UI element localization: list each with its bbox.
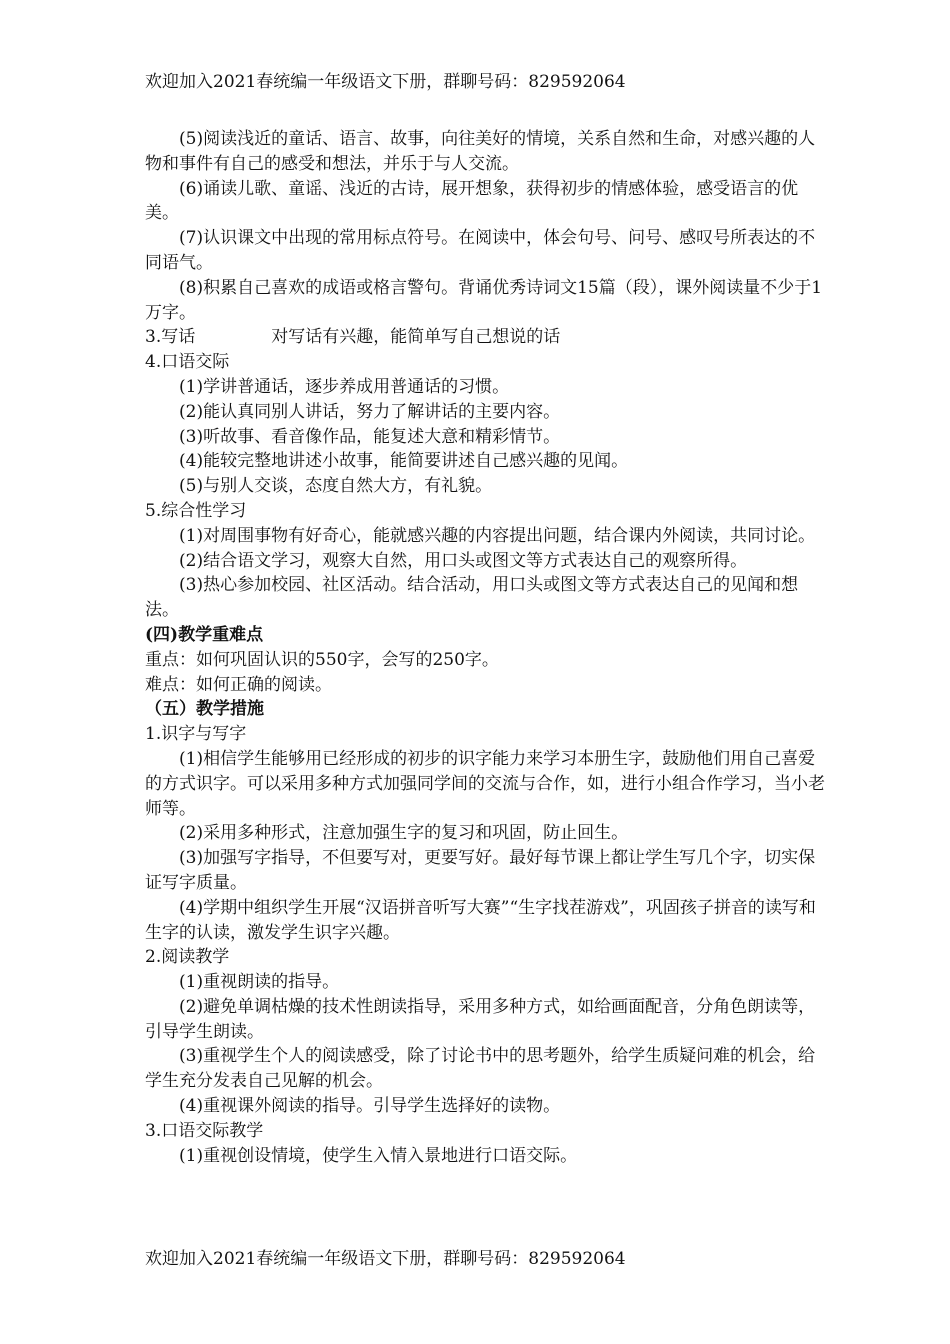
paragraph: (3)加强写字指导，不但要写对，更要写好。最好每节课上都让学生写几个字，切实保证写字质量。 <box>145 848 816 893</box>
paragraph: 难点：如何正确的阅读。 <box>145 674 332 695</box>
paragraph: (4)重视课外阅读的指导。引导学生选择好的读物。 <box>179 1096 561 1117</box>
section-heading: 4.口语交际 <box>145 352 230 373</box>
page-header: 欢迎加入2021春统编一年级语文下册，群聊号码：829592064 <box>145 72 626 92</box>
paragraph: (1)重视创设情境，使学生入情入景地进行口语交际。 <box>179 1145 578 1166</box>
paragraph: (7)认识课文中出现的常用标点符号。在阅读中，体会句号、问号、感叹号所表达的不同语气。 <box>145 228 816 273</box>
paragraph: (3)热心参加校园、社区活动。结合活动，用口头或图文等方式表达自己的见闻和想法。 <box>145 575 799 621</box>
paragraph: (1)对周围事物有好奇心，能就感兴趣的内容提出问题，结合课内外阅读，共同讨论。 <box>179 525 816 546</box>
section-heading: 2.阅读教学 <box>145 947 230 968</box>
paragraph: (2)采用多种形式，注意加强生字的复习和巩固，防止回生。 <box>179 823 629 844</box>
paragraph: (1)学讲普通话，逐步养成用普通话的习惯。 <box>179 376 510 397</box>
paragraph: (8)积累自己喜欢的成语或格言警句。背诵优秀诗词文15篇（段），课外阅读量不少于1万字。 <box>145 277 823 323</box>
paragraph: (3)听故事、看音像作品，能复述大意和精彩情节。 <box>179 426 561 447</box>
paragraph: 重点：如何巩固认识的550字，会写的250字。 <box>145 649 499 670</box>
paragraph: (4)能较完整地讲述小故事，能简要讲述自己感兴趣的见闻。 <box>179 451 629 472</box>
paragraph: (3)重视学生个人的阅读感受，除了讨论书中的思考题外，给学生质疑问难的机会，给学生充分发表自己见解的机会。 <box>145 1046 816 1092</box>
page-footer: 欢迎加入2021春统编一年级语文下册，群聊号码：829592064 <box>145 1249 626 1269</box>
document-body <box>145 127 825 1168</box>
paragraph: 对写话有兴趣，能简单写自己想说的话 <box>271 327 561 348</box>
section-heading: 3.口语交际教学 <box>145 1120 264 1141</box>
paragraph: (1)重视朗读的指导。 <box>179 972 340 993</box>
paragraph: (5)与别人交谈，态度自然大方，有礼貌。 <box>179 476 493 497</box>
section-heading: 5.综合性学习 <box>145 500 247 521</box>
section-title: (四)教学重难点 <box>145 624 264 645</box>
section-heading: 1.识字与写字 <box>145 724 247 745</box>
paragraph: (2)避免单调枯燥的技术性朗读指导，采用多种方式，如给画面配音，分角色朗读等，引导学生朗读。 <box>145 996 816 1042</box>
section-heading: 3.写话 <box>145 327 196 348</box>
paragraph: (2)能认真同别人讲话，努力了解讲话的主要内容。 <box>179 401 561 422</box>
paragraph: (1)相信学生能够用已经形成的初步的识字能力来学习本册生字，鼓励他们用自己喜爱的方式识字。可以采用多种方式加强同学间的交流与合作，如，进行小组合作学习，当小老师等。 <box>145 748 825 819</box>
paragraph: (2)结合语文学习，观察大自然，用口头或图文等方式表达自己的观察所得。 <box>179 550 748 571</box>
paragraph: (5)阅读浅近的童话、语言、故事，向往美好的情境，关系自然和生命，对感兴趣的人物和事件有自己的感受和想法，并乐于与人交流。 <box>145 129 816 174</box>
writing-line <box>145 325 825 350</box>
section-title: （五）教学措施 <box>145 699 264 720</box>
paragraph: (6)诵读儿歌、童谣、浅近的古诗，展开想象，获得初步的情感体验，感受语言的优美。 <box>145 178 799 224</box>
paragraph: (4)学期中组织学生开展“汉语拼音听写大赛”“生字找茬游戏”，巩固孩子拼音的读写和生字的认读，激发学生识字兴趣。 <box>145 897 816 943</box>
